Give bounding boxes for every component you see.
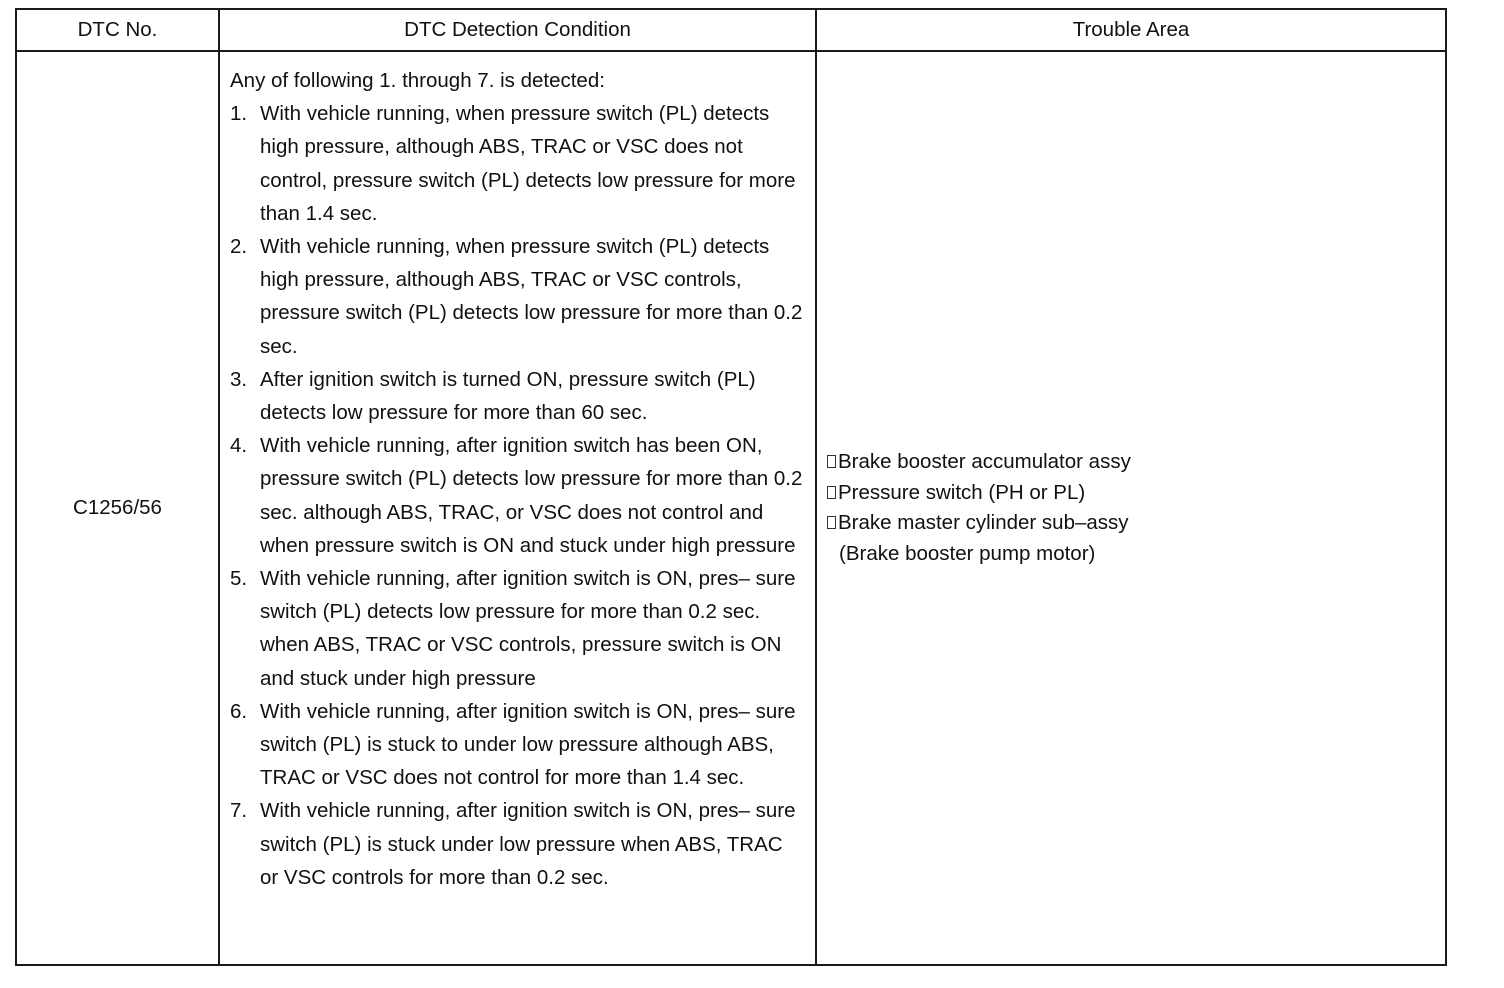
header-condition: DTC Detection Condition — [219, 9, 816, 51]
trouble-area-item — [827, 447, 1435, 478]
header-row — [16, 9, 1446, 51]
condition-text: With vehicle running, after ignition switch is ON, pres– sure switch (PL) detects low pressure for more than 0.2 sec. when ABS, TRAC or VSC controls, pressure switch is ON and stuck under high pressure — [260, 567, 796, 690]
condition-number: 1. — [230, 102, 248, 126]
condition-item — [230, 97, 805, 230]
condition-number: 2. — [230, 235, 248, 259]
trouble-area-text: Pressure switch (PH or PL) — [838, 480, 1086, 504]
trouble-area-cell — [816, 51, 1446, 965]
checkbox-square-icon — [827, 455, 836, 468]
condition-list — [230, 97, 805, 894]
trouble-area-note: (Brake booster pump motor) — [839, 541, 1096, 565]
condition-text: After ignition switch is turned ON, pressure switch (PL) detects low pressure for more than 60 sec. — [260, 367, 756, 425]
condition-item — [230, 363, 805, 429]
trouble-area-text: Brake master cylinder sub–assy — [838, 511, 1129, 534]
condition-item — [230, 794, 805, 894]
checkbox-square-icon — [827, 516, 836, 529]
checkbox-square-icon — [827, 486, 836, 499]
table-row — [16, 51, 1446, 965]
condition-text: With vehicle running, when pressure switch (PL) detects high pressure, although ABS, TRAC or VSC controls, pressure switch (PL) detects low pressure for more than 0.2 sec. — [260, 235, 803, 358]
header-dtc-no: DTC No. — [16, 9, 219, 51]
dtc-table — [15, 8, 1447, 966]
condition-item — [230, 429, 805, 562]
condition-item — [230, 230, 805, 363]
condition-number: 4. — [230, 434, 248, 458]
condition-item — [230, 562, 805, 695]
trouble-area-item — [827, 508, 1435, 539]
trouble-area-item — [827, 478, 1435, 509]
condition-text: With vehicle running, after ignition switch has been ON, pressure switch (PL) detects low pressure for more than 0.2 sec. although ABS, TRAC, or VSC does not control and when pressure switch is ON and stuck under high pressure — [260, 434, 803, 557]
condition-intro: Any of following 1. through 7. is detected: — [230, 69, 605, 92]
condition-text: With vehicle running, when pressure switch (PL) detects high pressure, although ABS, TRAC or VSC does not control, pressure switch (PL) detects low pressure for more than 1.4 sec. — [260, 102, 796, 225]
condition-text: With vehicle running, after ignition switch is ON, pres– sure switch (PL) is stuck under low pressure when ABS, TRAC or VSC controls for more than 0.2 sec. — [260, 799, 796, 889]
header-trouble-area: Trouble Area — [816, 9, 1446, 51]
condition-number: 7. — [230, 799, 248, 823]
dtc-number: C1256/56 — [16, 51, 219, 965]
condition-number: 6. — [230, 699, 248, 723]
condition-number: 5. — [230, 567, 248, 591]
trouble-area-text: Brake booster accumulator assy — [838, 450, 1131, 473]
condition-text: With vehicle running, after ignition switch is ON, pres– sure switch (PL) is stuck to under low pressure although ABS, TRAC or VSC does not control for more than 1.4 sec. — [260, 699, 796, 790]
condition-item — [230, 695, 805, 795]
detection-condition-cell — [219, 51, 816, 965]
condition-number: 3. — [230, 367, 248, 391]
